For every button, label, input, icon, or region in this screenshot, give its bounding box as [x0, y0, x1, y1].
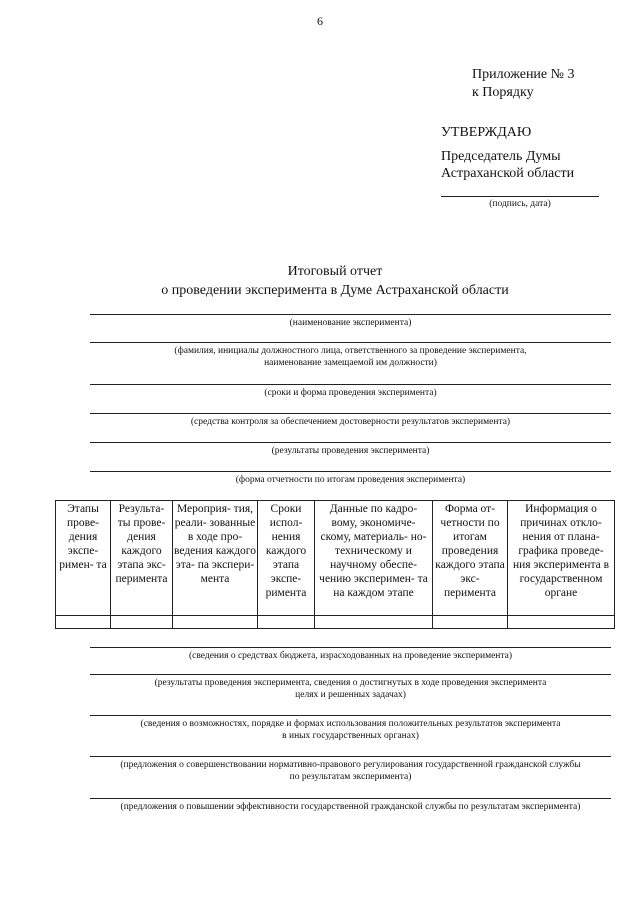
goals-line	[90, 674, 611, 675]
header-stage-results: Результа- ты прове- дения каждого этапа экс- перимента	[111, 501, 173, 616]
header-deviation-info: Информация о причинах откло- нения от плана- графика проведе- ния эксперимента в государственном органе	[508, 501, 615, 616]
header-support-data: Данные по кадро- вому, экономиче- скому, материаль- но-техническому и научному обеспе- чению эксперимен- та на каждом этапе	[315, 501, 433, 616]
report-form-line	[90, 471, 611, 472]
table-cell	[433, 616, 508, 629]
responsible-official-caption	[90, 345, 611, 369]
table-row	[56, 616, 615, 629]
table-cell	[258, 616, 315, 629]
approve-heading: УТВЕРЖДАЮ	[441, 125, 532, 140]
terms-caption: (сроки и форма проведения эксперимента)	[264, 388, 437, 398]
goals-caption	[90, 677, 611, 701]
table-cell	[111, 616, 173, 629]
experiment-stages-table	[55, 500, 615, 629]
appendix-line-2: к Порядку	[472, 85, 534, 100]
page-number: 6	[317, 14, 323, 28]
regulation-line	[90, 756, 611, 757]
caption-line-2: в иных государственных органах)	[282, 731, 419, 741]
report-title-line-1: Итоговый отчет	[287, 264, 383, 279]
table-cell	[173, 616, 258, 629]
budget-line	[90, 647, 611, 648]
table-cell	[56, 616, 111, 629]
table-cell	[508, 616, 615, 629]
table-cell	[315, 616, 433, 629]
caption-line-1: (результаты проведения эксперимента, сведения о достигнутых в ходе проведения эксперимента	[154, 678, 547, 688]
header-reporting-form: Форма от- четности по итогам проведения каждого этапа экс- перимента	[433, 501, 508, 616]
approver-position	[441, 148, 574, 182]
control-means-line	[90, 413, 611, 414]
header-activities: Мероприя- тия, реали- зованные в ходе про- ведения каждого эта- па экспери- мента	[173, 501, 258, 616]
responsible-official-line	[90, 342, 611, 343]
signature-caption: (подпись, дата)	[489, 199, 551, 209]
appendix-line-1: Приложение № 3	[472, 67, 575, 82]
report-title	[0, 262, 640, 300]
usage-line	[90, 715, 611, 716]
results-line	[90, 442, 611, 443]
regulation-caption	[66, 759, 635, 783]
experiment-name-caption: (наименование эксперимента)	[289, 318, 412, 328]
results-caption: (результаты проведения эксперимента)	[271, 446, 430, 456]
caption-line-1: (предложения о совершенствовании нормативно-правового регулирования государственной гражданской службы	[120, 760, 581, 770]
efficiency-caption: (предложения о повышении эффективности государственной гражданской службы по результатам эксперимента)	[120, 802, 581, 812]
caption-line-1: (сведения о возможностях, порядке и формах использования положительных результатов эксперимента	[140, 719, 561, 729]
caption-line-1: (фамилия, инициалы должностного лица, ответственного за проведение эксперимента,	[174, 346, 527, 356]
report-form-caption: (форма отчетности по итогам проведения эксперимента)	[235, 475, 466, 485]
efficiency-line	[90, 798, 611, 799]
control-means-caption: (средства контроля за обеспечением достоверности результатов эксперимента)	[190, 417, 511, 427]
caption-line-2: по результатам эксперимента)	[289, 772, 412, 782]
header-stages: Этапы прове- дения экспе- римен- та	[56, 501, 111, 616]
table-header-row	[56, 501, 615, 616]
report-title-line-2: о проведении эксперимента в Думе Астраханской области	[161, 283, 509, 298]
terms-line	[90, 384, 611, 385]
signature-line	[441, 196, 599, 197]
usage-caption	[80, 718, 621, 742]
approver-position-line-2: Астраханской области	[441, 166, 575, 181]
budget-caption: (сведения о средствах бюджета, израсходованных на проведение эксперимента)	[188, 651, 513, 661]
caption-line-2: целях и решенных задачах)	[295, 690, 406, 700]
caption-line-2: наименование замещаемой им должности)	[264, 358, 437, 368]
approver-position-line-1: Председатель Думы	[441, 149, 561, 164]
appendix-reference	[472, 66, 575, 102]
experiment-name-line	[90, 314, 611, 315]
header-deadlines: Сроки испол- нения каждого этапа экспе- римента	[258, 501, 315, 616]
